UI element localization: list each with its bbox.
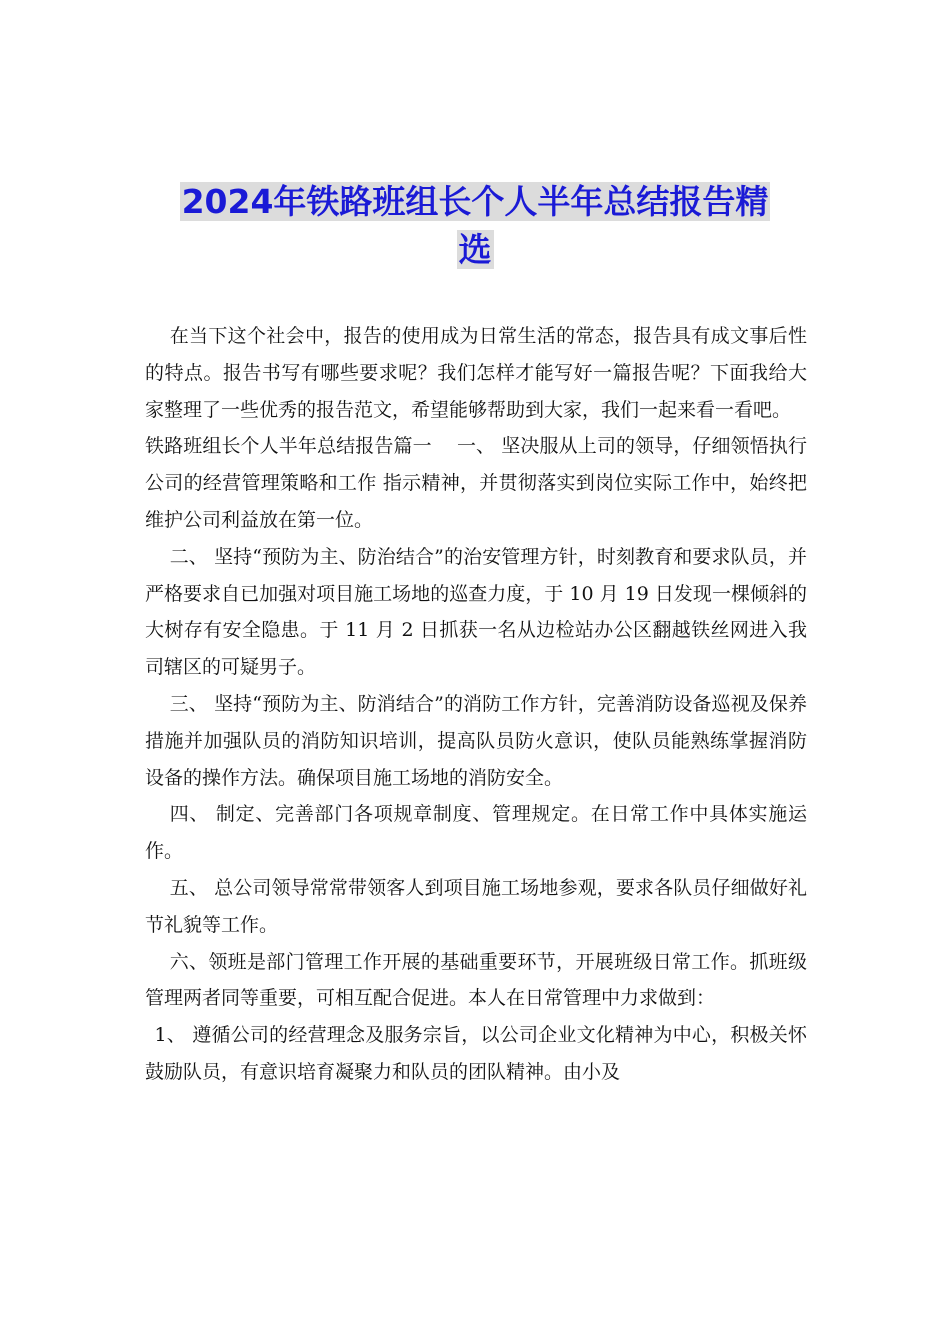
document-title — [145, 178, 805, 274]
title-line-1: 2024年铁路班组长个人半年总结报告精 — [181, 182, 769, 221]
intro-paragraph: 在当下这个社会中，报告的使用成为日常生活的常态，报告具有成文事后性的特点。报告书写有哪些要求呢？我们怎样才能写好一篇报告呢？下面我给大家整理了一些优秀的报告范文，希望能够帮助到大家，我们一起来看一看吧。 — [145, 325, 807, 421]
paragraph-four: 四、 制定、完善部门各项规章制度、管理规定。在日常工作中具体实施运作。 — [145, 803, 807, 863]
paragraph-two: 二、 坚持“预防为主、防治结合”的治安管理方针，时刻教育和要求队员，并严格要求自已加强对项目施工场地的巡查力度，于 10 月 19 日发现一棵倾斜的大树存有安全隐患。于 11 月 2 日抓获一名从边检站办公区翻越铁丝网进入我司辖区的可疑男子。 — [145, 545, 807, 679]
section-heading-paragraph: 铁路班组长个人半年总结报告篇一 一、 坚决服从上司的领导，仔细领悟执行公司的经营管理策略和工作 指示精神，并贯彻落实到岗位实际工作中，始终把维护公司利益放在第一位。 — [145, 435, 807, 531]
title-line-2: 选 — [458, 230, 492, 269]
document-body — [145, 318, 807, 1091]
paragraph-five: 五、 总公司领导常常带领客人到项目施工场地参观，要求各队员仔细做好礼节礼貌等工作。 — [145, 876, 807, 936]
list-item-one: 1、 遵循公司的经营理念及服务宗旨，以公司企业文化精神为中心，积极关怀鼓励队员，有意识培育凝聚力和队员的团队精神。由小及 — [145, 1024, 807, 1083]
paragraph-six: 六、领班是部门管理工作开展的基础重要环节，开展班级日常工作。抓班级管理两者同等重要，可相互配合促进。本人在日常管理中力求做到： — [145, 950, 807, 1010]
paragraph-three: 三、 坚持“预防为主、防消结合”的消防工作方针，完善消防设备巡视及保养措施并加强队员的消防知识培训，提高队员防火意识，使队员能熟练掌握消防设备的操作方法。确保项目施工场地的消防安全。 — [145, 692, 807, 789]
